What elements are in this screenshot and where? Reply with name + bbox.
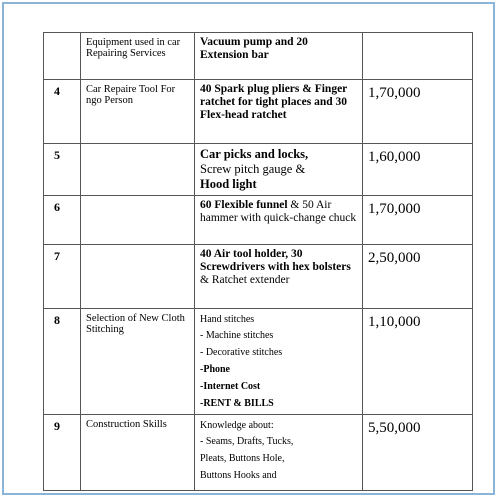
category-cell: Car Repaire Tool For ngo Person	[81, 80, 195, 144]
items-line: Car picks and locks,	[200, 147, 309, 161]
list-item: Pleats, Buttons Hole,	[200, 453, 285, 464]
row-number: 4	[44, 80, 81, 144]
category-cell: Equipment used in car Repairing Services	[81, 33, 195, 80]
row-number	[44, 33, 81, 80]
items-cell	[195, 245, 363, 309]
row-number: 9	[44, 415, 81, 491]
items-text: & Ratchet extender	[200, 274, 290, 286]
table-row	[44, 415, 473, 491]
category-cell	[81, 245, 195, 309]
items-cell	[195, 196, 363, 245]
items-bold-text: 40 Air tool holder, 30 Screwdrivers with hex bolsters	[200, 248, 351, 273]
category-cell	[81, 196, 195, 245]
cost-cell: 1,70,000	[363, 196, 473, 245]
table-row	[44, 33, 473, 80]
list-item: - Seams, Drafts, Tucks,	[200, 436, 294, 447]
cost-cell: 1,70,000	[363, 80, 473, 144]
row-number: 7	[44, 245, 81, 309]
items-cell	[195, 309, 363, 415]
list-item: Knowledge about:	[200, 420, 274, 431]
cost-cell: 5,50,000	[363, 415, 473, 491]
table-row	[44, 144, 473, 196]
category-cell: Construction Skills	[81, 415, 195, 491]
cost-cell: 1,10,000	[363, 309, 473, 415]
items-bold-text: 60 Flexible funnel	[200, 199, 288, 211]
row-number: 6	[44, 196, 81, 245]
list-item: -Internet Cost	[200, 381, 261, 392]
equipment-cost-table	[43, 32, 473, 491]
list-item: Hand stitches	[200, 314, 255, 325]
list-item: Buttons Hooks and	[200, 470, 277, 481]
items-line: Screw pitch gauge &	[200, 162, 306, 176]
table-row	[44, 309, 473, 415]
items-line: Hood light	[200, 177, 257, 191]
table-row	[44, 245, 473, 309]
list-item: -Phone	[200, 364, 230, 375]
cost-cell: 1,60,000	[363, 144, 473, 196]
items-cell	[195, 415, 363, 491]
table-row	[44, 196, 473, 245]
table-row	[44, 80, 473, 144]
row-number: 5	[44, 144, 81, 196]
row-number: 8	[44, 309, 81, 415]
cost-cell	[363, 33, 473, 80]
items-text: & 50 Air hammer with quick-change chuck	[200, 199, 357, 224]
category-cell: Selection of New Cloth Stitching	[81, 309, 195, 415]
items-cell: Vacuum pump and 20 Extension bar	[195, 33, 363, 80]
list-item: - Machine stitches	[200, 330, 274, 341]
cost-cell: 2,50,000	[363, 245, 473, 309]
items-cell	[195, 144, 363, 196]
category-cell	[81, 144, 195, 196]
list-item: -RENT & BILLS	[200, 398, 274, 409]
items-cell: 40 Spark plug pliers & Finger ratchet for tight places and 30 Flex-head ratchet	[195, 80, 363, 144]
list-item: - Decorative stitches	[200, 347, 283, 358]
